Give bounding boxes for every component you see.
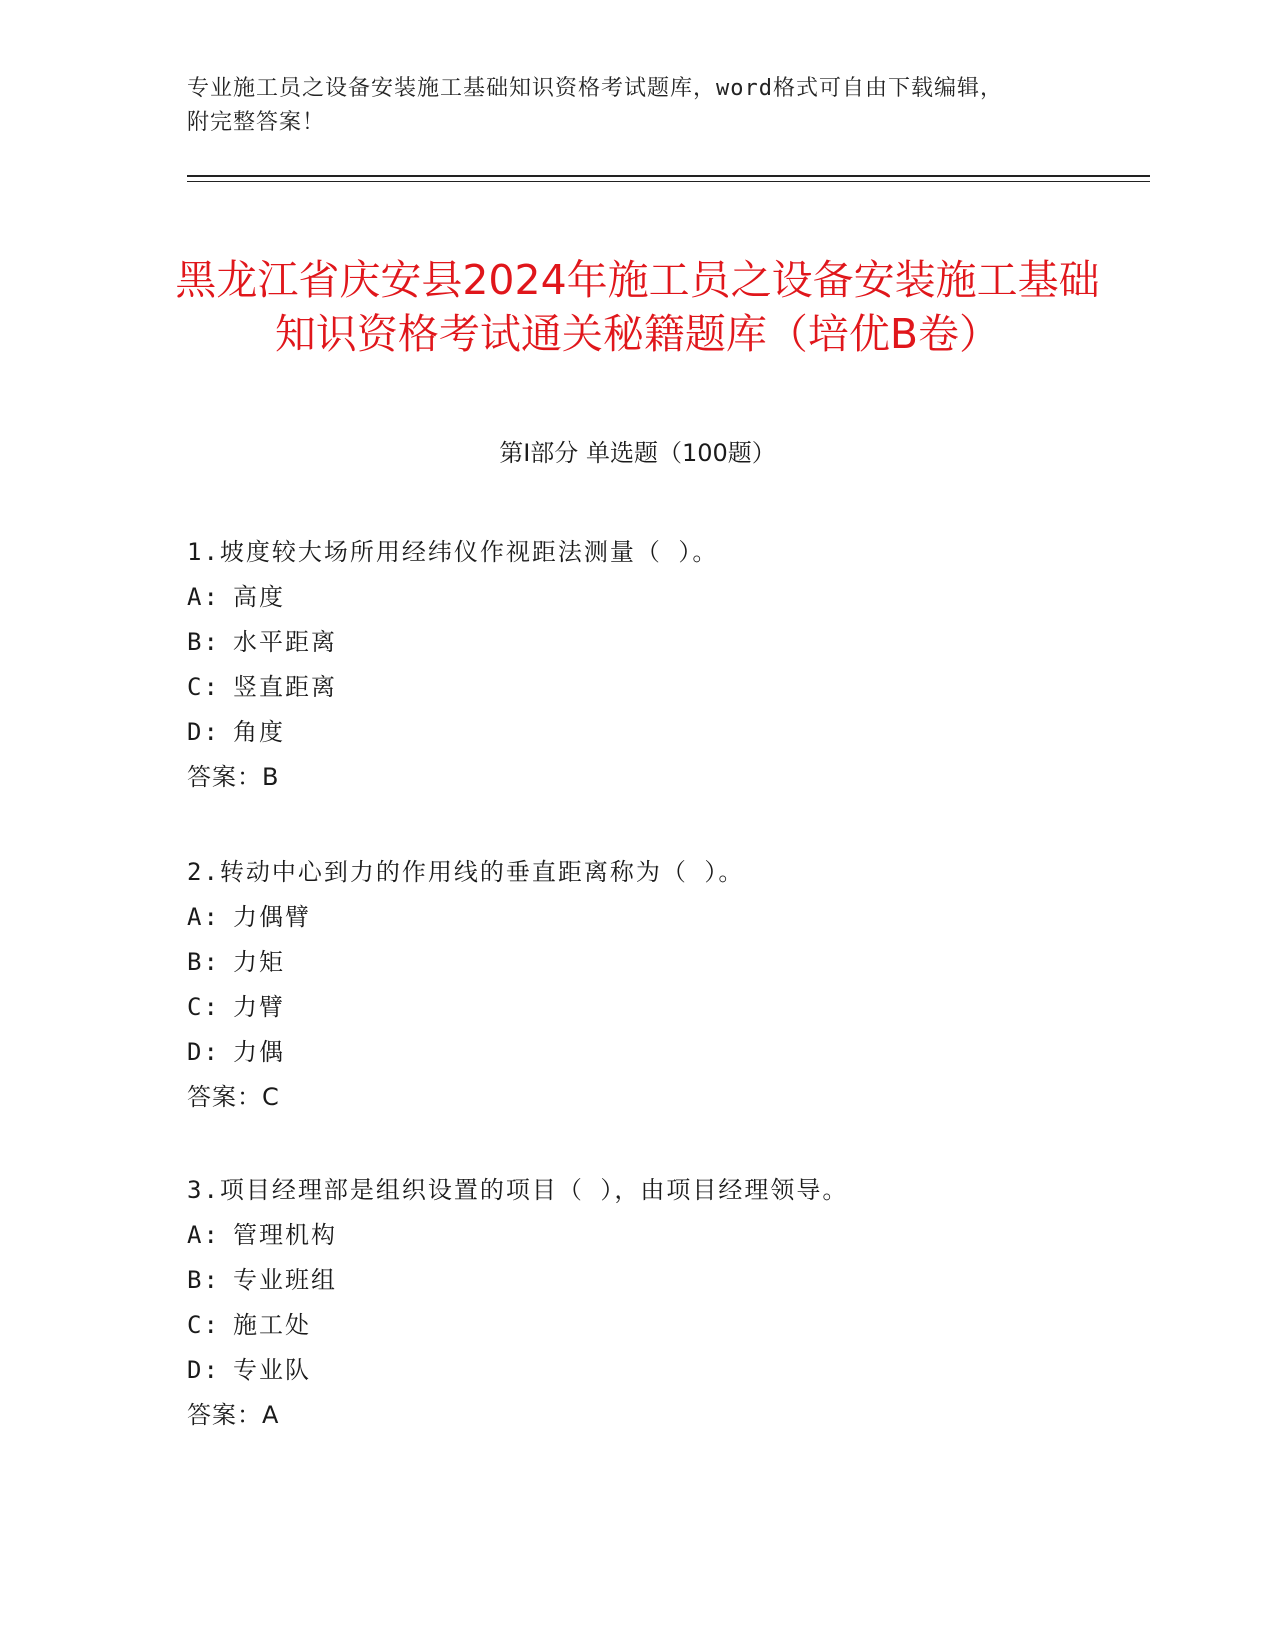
option-b	[187, 940, 1087, 985]
option-text: 竖直距离	[233, 673, 337, 701]
option-text: 力臂	[233, 993, 285, 1021]
header-divider-thick	[187, 175, 1150, 177]
answer: 答案：B	[187, 763, 280, 791]
question-1	[187, 530, 1087, 800]
option-letter: C:	[187, 673, 220, 701]
option-letter: A:	[187, 583, 220, 611]
header-note-line-1: 专业施工员之设备安装施工基础知识资格考试题库，word格式可自由下载编辑，	[187, 76, 1003, 101]
answer: 答案：C	[187, 1083, 280, 1111]
option-d	[187, 1030, 1087, 1075]
option-text: 施工处	[233, 1311, 311, 1339]
option-a	[187, 1213, 1087, 1258]
answer: 答案：A	[187, 1401, 280, 1429]
option-text: 水平距离	[233, 628, 337, 656]
document-title: 黑龙江省庆安县2024年施工员之设备安装施工基础知识资格考试通关秘籍题库（培优B卷）	[175, 256, 1100, 359]
option-text: 管理机构	[233, 1221, 337, 1249]
section-title: 第I部分 单选题（100题）	[499, 439, 776, 467]
option-b	[187, 1258, 1087, 1303]
option-b	[187, 620, 1087, 665]
option-letter: A:	[187, 1221, 220, 1249]
option-d	[187, 1348, 1087, 1393]
question-text: 2.转动中心到力的作用线的垂直距离称为（ ）。	[187, 858, 745, 886]
option-text: 力偶臂	[233, 903, 311, 931]
option-c	[187, 985, 1087, 1030]
option-d	[187, 710, 1087, 755]
option-c	[187, 665, 1087, 710]
question-text: 1.坡度较大场所用经纬仪作视距法测量（ ）。	[187, 538, 719, 566]
option-letter: B:	[187, 628, 220, 656]
option-c	[187, 1303, 1087, 1348]
header-note	[187, 72, 1077, 140]
option-letter: A:	[187, 903, 220, 931]
option-a	[187, 575, 1087, 620]
option-text: 高度	[233, 583, 285, 611]
option-text: 专业班组	[233, 1266, 337, 1294]
question-2	[187, 850, 1087, 1120]
option-letter: B:	[187, 1266, 220, 1294]
option-letter: D:	[187, 1356, 220, 1384]
option-letter: C:	[187, 993, 220, 1021]
option-letter: C:	[187, 1311, 220, 1339]
option-text: 力偶	[233, 1038, 285, 1066]
header-note-line-2: 附完整答案！	[187, 110, 326, 135]
option-letter: D:	[187, 1038, 220, 1066]
option-text: 角度	[233, 718, 285, 746]
option-letter: D:	[187, 718, 220, 746]
question-text: 3.项目经理部是组织设置的项目（ ），由项目经理领导。	[187, 1176, 849, 1204]
option-text: 力矩	[233, 948, 285, 976]
option-a	[187, 895, 1087, 940]
option-letter: B:	[187, 948, 220, 976]
header-divider-thin	[187, 181, 1150, 182]
option-text: 专业队	[233, 1356, 311, 1384]
question-3	[187, 1168, 1087, 1438]
